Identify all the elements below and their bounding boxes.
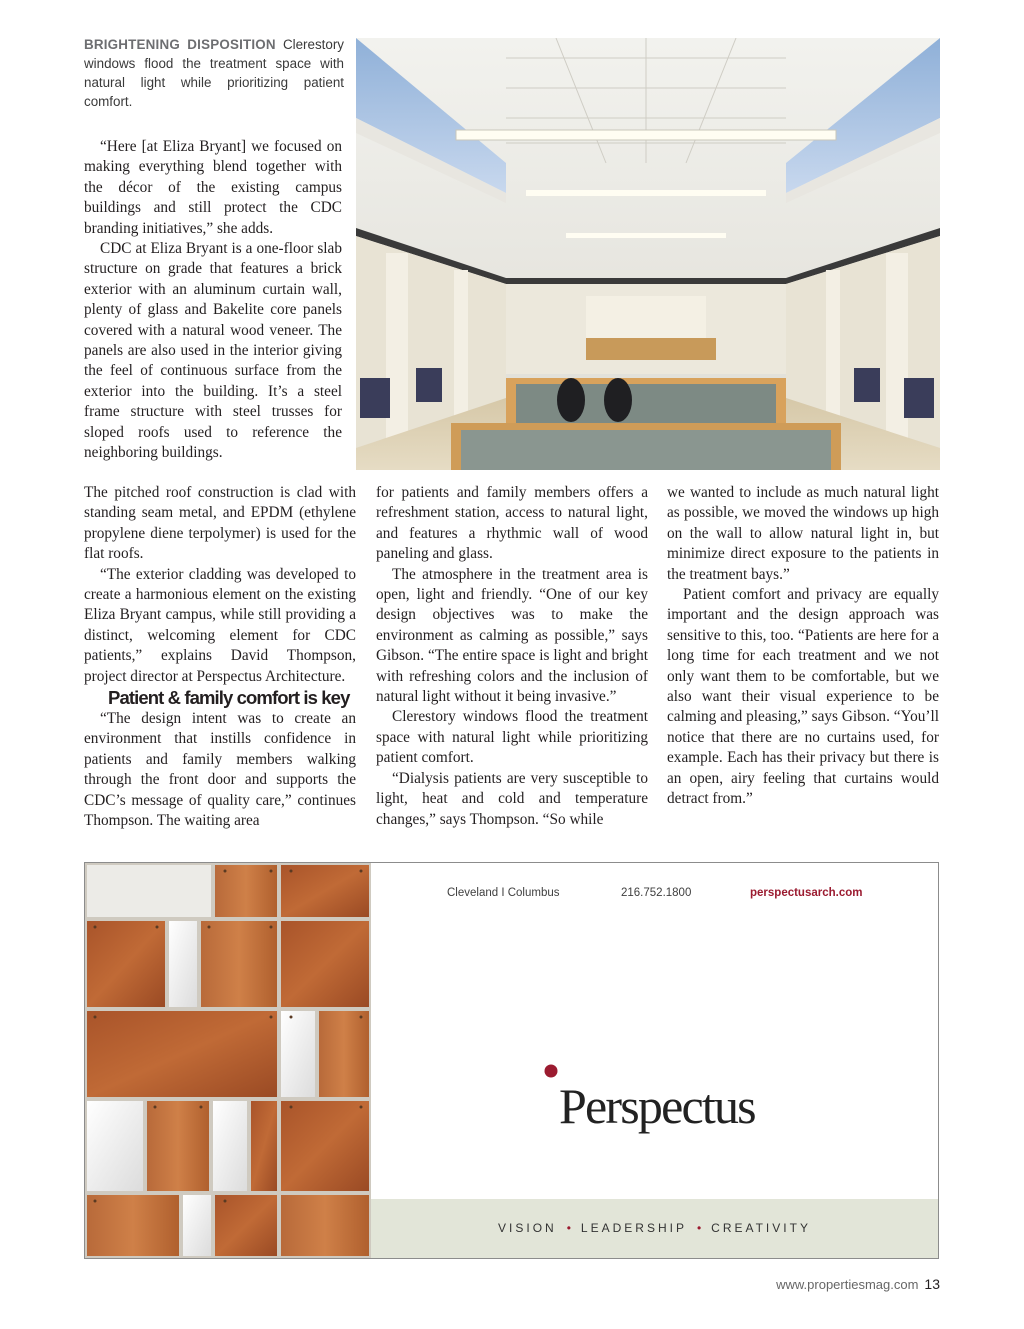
article-column-3 <box>667 483 939 810</box>
article-paragraph: we wanted to include as much natural light as possible, we moved the windows up high on the wall to allow natural light in, but minimize direct exposure to the patients in the treatment bays.” <box>667 484 939 583</box>
footer-website-link[interactable]: www.propertiesmag.com <box>776 1277 919 1292</box>
article-paragraph: Clerestory windows flood the treatment space with natural light while prioritizing patient comfort. <box>376 708 648 767</box>
article-paragraph: The pitched roof construction is clad with standing seam metal, and EPDM (ethylene propylene diene terpolymer) is used for the flat roofs. <box>84 484 356 563</box>
page-footer <box>700 1276 940 1292</box>
article-paragraph: “The design intent was to create an environment that instills confidence in patients and family members walking through the front door and supports the CDC’s message of quality care,” continues Thompson. The waiting area <box>84 710 356 830</box>
section-subhead: Patient & family comfort is key <box>108 687 350 709</box>
article-paragraph: Patient comfort and privacy are equally important and the design approach was sensitive to this, too. “Patients are here for a long time for each treatment and we not only want them to be comfortable, but we also want their visual experience to be calming and pleasing,” says Gibson. “You’ll notice that there are no curtains used, for example. Each has their privacy but there is an open, airy feeling that curtains would detract from.” <box>667 586 939 808</box>
ad-phone: 216.752.1800 <box>621 887 692 899</box>
tagline-creativity: CREATIVITY <box>711 1221 811 1235</box>
tagline-leadership: LEADERSHIP <box>580 1221 687 1235</box>
photo-caption <box>84 35 344 111</box>
article-column-1-top <box>84 137 342 464</box>
article-column-1-bottom <box>84 483 356 832</box>
article-column-2 <box>376 483 648 830</box>
treatment-area-photo <box>356 38 940 470</box>
article-paragraph: “Dialysis patients are very susceptible to light, heat and cold and temperature changes,” says Thompson. “So while <box>376 769 648 828</box>
caption-lead: BRIGHTENING DISPOSITION <box>84 37 276 52</box>
ad-website-link[interactable]: perspectusarch.com <box>750 887 863 899</box>
article-paragraph: The atmosphere in the treatment area is open, light and friendly. “One of our key design objectives was to make the environment as calming as possible,” says Gibson. “The entire space is light and bright with refreshing colors and the inclusion of natural light without it being invasive.” <box>376 565 648 706</box>
bullet-icon: • <box>566 1221 571 1235</box>
logo-dot-icon <box>543 1063 559 1079</box>
bullet-icon: • <box>696 1221 702 1235</box>
tagline-vision: VISION <box>498 1221 557 1235</box>
caption-text: Clerestory windows flood the treatment space with natural light while prioritizing patient comfort. <box>84 37 344 109</box>
perspectus-advertisement <box>84 862 939 1259</box>
perspectus-logo: Perspectus <box>559 1078 755 1134</box>
wood-panel-image <box>85 863 371 1258</box>
article-paragraph: “The exterior cladding was developed to create a harmonious element on the existing Eliza Bryant campus, while still providing a distinct, welcoming element for CDC patients,” explains David Thompson, project director at Perspectus Architecture. <box>84 565 356 685</box>
ad-tagline-band <box>371 1199 938 1258</box>
article-paragraph: CDC at Eliza Bryant is a one-floor slab structure on grade that features a brick exterior with an aluminum curtain wall, plenty of glass and Bakelite core panels covered with a natural wood veneer. The panels are also used in the interior giving the feel of continuous surface from the exterior into the building. It’s a steel frame structure with steel trusses for sloped roofs used to reference the neighboring buildings. <box>84 240 342 462</box>
ad-cities: Cleveland I Columbus <box>447 887 560 899</box>
page-number: 13 <box>924 1276 940 1292</box>
article-paragraph: “Here [at Eliza Bryant] we focused on making everything blend together with the décor of the existing campus buildings and still protect the CDC branding initiatives,” she adds. <box>84 138 342 237</box>
ad-tagline <box>371 1221 938 1235</box>
article-paragraph: for patients and family members offers a refreshment station, access to natural light, and features a rhythmic wall of wood paneling and glass. <box>376 484 648 563</box>
